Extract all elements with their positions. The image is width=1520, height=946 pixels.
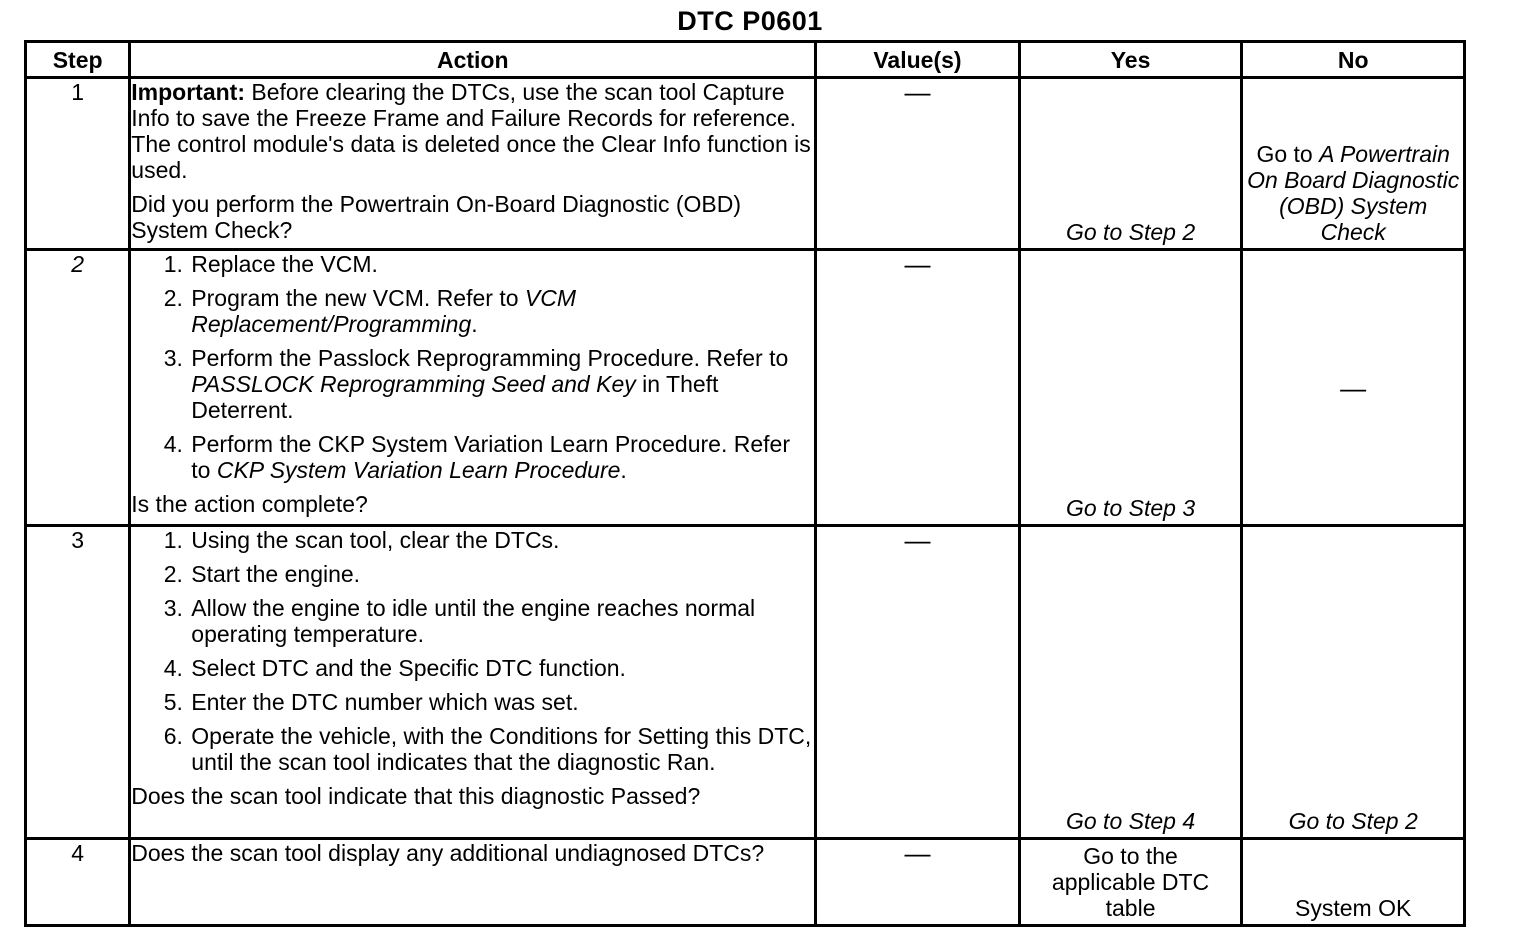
step-reference[interactable]: PASSLOCK Reprogramming Seed and Key	[191, 371, 636, 397]
no-cell	[1242, 839, 1465, 926]
step-text: Perform the Passlock Reprogramming Procedure. Refer to	[191, 345, 789, 371]
no-dash: —	[1340, 372, 1367, 403]
action-step-item	[189, 285, 814, 337]
value-cell: —	[816, 250, 1020, 526]
no-reference: A Powertrain On Board Diagnostic (OBD) System Check	[1247, 141, 1460, 245]
header-no: No	[1242, 42, 1465, 78]
step-text: Replace the VCM.	[191, 251, 378, 277]
step-number: 4	[26, 839, 130, 926]
value-cell: —	[816, 78, 1020, 250]
action-step-item: 5. Enter the DTC number which was set.	[189, 689, 814, 715]
step-number: 3	[26, 526, 130, 839]
header-values: Value(s)	[816, 42, 1020, 78]
no-link[interactable]: Go to Step 2	[1288, 808, 1418, 834]
yes-link[interactable]: Go to Step 3	[1065, 495, 1196, 521]
action-cell	[130, 78, 816, 250]
value-cell: —	[816, 526, 1020, 839]
header-row	[26, 42, 1465, 78]
no-link[interactable]	[1243, 141, 1463, 245]
action-cell	[130, 250, 816, 526]
action-question: Does the scan tool indicate that this diagnostic Passed?	[131, 783, 701, 809]
no-cell	[1242, 250, 1465, 526]
yes-text[interactable]: Go to the applicable DTC table	[1051, 843, 1210, 921]
action-cell	[130, 839, 816, 926]
step-number: 2	[26, 250, 130, 526]
yes-cell	[1019, 250, 1242, 526]
yes-link[interactable]: Go to Step 4	[1065, 808, 1196, 834]
step-number: 1	[26, 78, 130, 250]
page-title: DTC P0601	[677, 6, 823, 36]
step-text-after: .	[620, 457, 627, 483]
no-prefix: Go to	[1256, 141, 1320, 167]
action-question: Is the action complete?	[131, 491, 368, 517]
action-step-item: 4. Select DTC and the Specific DTC function.	[189, 655, 814, 681]
no-cell	[1242, 78, 1465, 250]
action-step-item: 3. Allow the engine to idle until the engine reaches normal operating temperature.	[189, 595, 814, 647]
no-text: System OK	[1295, 895, 1412, 921]
step-reference[interactable]: CKP System Variation Learn Procedure	[216, 457, 621, 483]
header-step: Step	[26, 42, 130, 78]
action-steps	[131, 251, 814, 483]
action-cell	[130, 526, 816, 839]
table-row	[26, 250, 1465, 526]
yes-link[interactable]: Go to Step 2	[1065, 219, 1196, 245]
step-text-after: in Theft Deterrent.	[191, 371, 719, 423]
yes-cell	[1019, 526, 1242, 839]
yes-cell	[1019, 78, 1242, 250]
header-yes: Yes	[1019, 42, 1242, 78]
action-step-item: 1. Using the scan tool, clear the DTCs.	[189, 527, 814, 553]
important-note	[131, 79, 814, 183]
value-cell: —	[816, 839, 1020, 926]
action-step-item	[189, 431, 814, 483]
table-row	[26, 839, 1465, 926]
action-step-item	[189, 345, 814, 423]
step-reference[interactable]: VCM Replacement/Programming	[191, 285, 577, 337]
important-label: Important:	[131, 79, 245, 105]
header-action: Action	[130, 42, 816, 78]
table-row	[26, 78, 1465, 250]
action-question: Does the scan tool display any additional undiagnosed DTCs?	[131, 840, 765, 866]
step-text: Perform the CKP System Variation Learn Procedure. Refer to	[191, 431, 790, 483]
action-steps	[131, 527, 814, 775]
table-row	[26, 526, 1465, 839]
action-step-item	[189, 251, 814, 277]
action-question: Did you perform the Powertrain On-Board Diagnostic (OBD) System Check?	[131, 191, 742, 243]
important-text: Before clearing the DTCs, use the scan tool Capture Info to save the Freeze Frame and Failure Records for reference. The control module's data is deleted once the Clear Info function is used.	[131, 79, 811, 183]
action-step-item: 2. Start the engine.	[189, 561, 814, 587]
step-text-after: .	[471, 311, 478, 337]
no-cell	[1242, 526, 1465, 839]
dtc-table	[24, 40, 1466, 927]
action-step-item: 6. Operate the vehicle, with the Conditions for Setting this DTC, until the scan tool indicates that the diagnostic Ran.	[189, 723, 814, 775]
yes-cell	[1019, 839, 1242, 926]
step-text: Program the new VCM. Refer to	[191, 285, 525, 311]
